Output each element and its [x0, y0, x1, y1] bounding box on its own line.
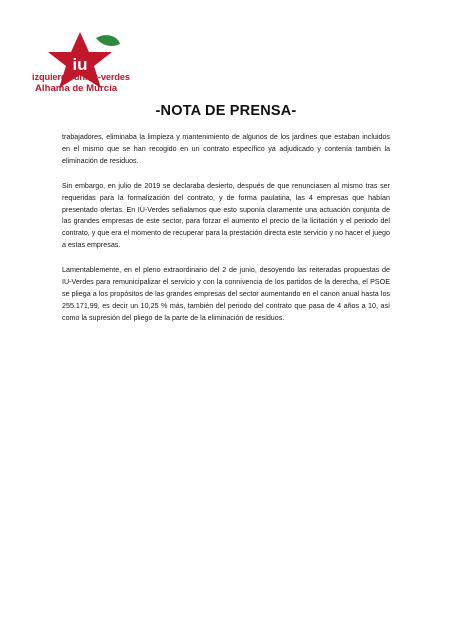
logo-line-2: Alhama de Murcia	[35, 83, 118, 94]
paragraph-2: Sin embargo, en julio de 2019 se declaraba desierto, después de que renunciasen al mismo tras ser requeridas para la formalización del contrato, y de forma paulatina, las 4 empresas que habían presentado ofertas. En IU-Verdes señalamos que esto suponía claramente una actuación conjunta de las grandes empresas de este sector, para forzar el aumento el precio de la licitación y el periodo del contrato, y que era el momento de recuperar para la prestación directa este servicio y no hacer el juego a estas empresas.	[62, 181, 390, 250]
logo-line-1: izquierda unida-verdes	[32, 72, 130, 82]
paragraph-1: trabajadores, eliminaba la limpieza y mantenimiento de algunos de los jardines que estaban incluidos en el mismo que se han recogido en un contrato específico ya adjudicado y contenía también la eliminación de residuos.	[62, 133, 390, 165]
page-title: -NOTA DE PRENSA-	[155, 103, 297, 119]
paragraph-3: Lamentablemente, en el pleno extraordinario del 2 de junio, desoyendo las reiteradas propuestas de IU-Verdes para remunicipalizar el servicio y con la connivencia de los partidos de la derecha, el PSOE se pliega a los propósitos de las grandes empresas del sector aumentando en el canon anual hasta los 255.171,99, es decir un 10,25 % más, también del periodo del contrato que pasa de 4 años a 10, así como la supresión del pliego de la parte de la eliminación de residuos.	[62, 266, 390, 322]
svg-text:iu: iu	[72, 55, 88, 74]
document-body	[62, 132, 390, 338]
logo-text	[32, 72, 162, 94]
